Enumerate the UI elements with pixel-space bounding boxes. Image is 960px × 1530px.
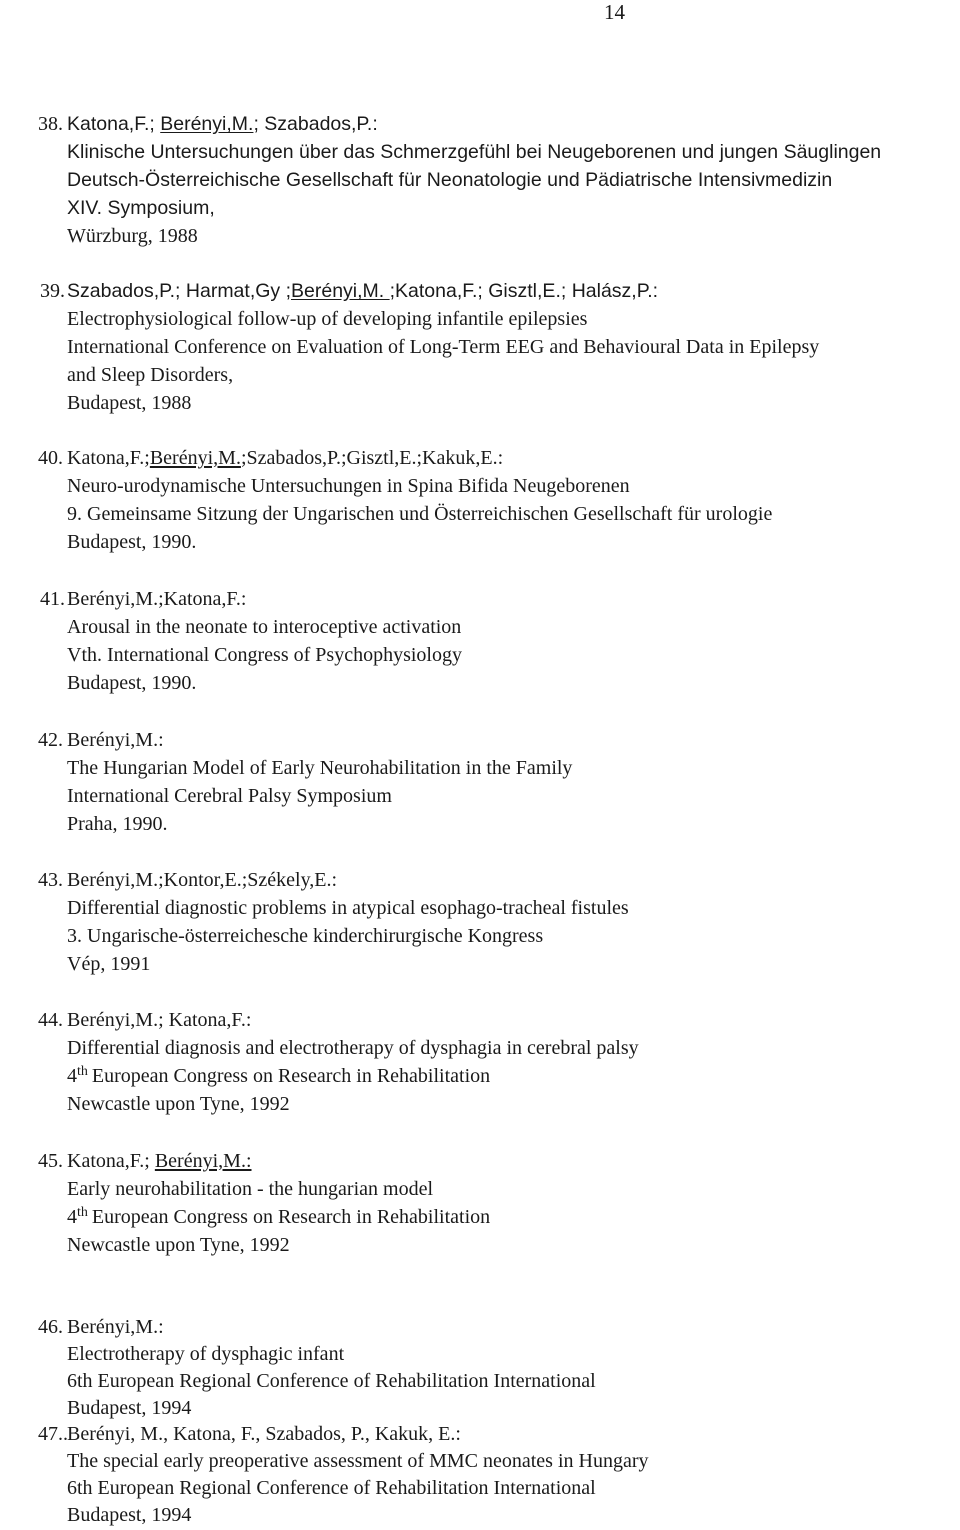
entry-line: Newcastle upon Tyne, 1992 — [67, 1093, 290, 1115]
author-text: ;Szabados,P.;Gisztl,E.;Kakuk,E.: — [240, 447, 504, 469]
author-text: Szabados,P.; Harmat,Gy ; — [67, 280, 291, 302]
entry-line: Vth. International Congress of Psychophysiology — [67, 644, 462, 666]
entry-number: 38. — [38, 113, 63, 135]
author-underlined: Berényi,M.: — [154, 1150, 252, 1172]
author-text: Berényi,M.: — [67, 1316, 164, 1338]
entry-line: The Hungarian Model of Early Neurohabilitation in the Family — [67, 757, 573, 779]
entry-number: 43. — [38, 869, 63, 891]
entry-line: Budapest, 1994 — [67, 1397, 192, 1419]
entry-line: Differential diagnostic problems in atypical esophago-tracheal fistules — [67, 897, 629, 919]
entry-line: Würzburg, 1988 — [67, 225, 198, 247]
entry-line: Budapest, 1988 — [67, 392, 192, 414]
entry-line: International Conference on Evaluation of Long-Term EEG and Behavioural Data in Epilepsy — [67, 336, 820, 358]
entry-line: Electrophysiological follow-up of developing infantile epilepsies — [67, 308, 588, 330]
entry-authors — [67, 726, 164, 754]
entry-number: 47.. — [38, 1423, 68, 1445]
entry-line: 6th European Regional Conference of Rehabilitation International — [67, 1477, 596, 1499]
author-text: Berényi,M.; Katona,F.: — [67, 1009, 252, 1031]
author-text: Berényi,M.;Kontor,E.;Székely,E.: — [67, 869, 338, 891]
entry-number: 44. — [38, 1009, 63, 1031]
entry-line: Klinische Untersuchungen über das Schmerzgefühl bei Neugeborenen und jungen Säuglingen — [67, 141, 882, 163]
entry-authors — [67, 277, 658, 305]
author-text: ;Katona,F.; Gisztl,E.; Halász,P.: — [389, 280, 659, 302]
entry-line: 4th European Congress on Research in Rehabilitation — [67, 1205, 491, 1228]
entry-number: 42. — [38, 729, 63, 751]
entry-authors — [67, 866, 337, 894]
entry-line: Budapest, 1990. — [67, 531, 197, 553]
entry-number: 39. — [40, 280, 65, 302]
entry-authors — [67, 585, 246, 613]
ordinal-superscript: th — [77, 1205, 88, 1220]
entry-authors — [67, 1147, 252, 1175]
author-text: Katona,F.; — [67, 447, 150, 469]
entry-line: 6th European Regional Conference of Rehabilitation International — [67, 1370, 596, 1392]
entry-line: Differential diagnosis and electrotherapy of dysphagia in cerebral palsy — [67, 1037, 639, 1059]
entry-number: 46. — [38, 1316, 63, 1338]
entry-line: Neuro-urodynamische Untersuchungen in Spina Bifida Neugeborenen — [67, 475, 630, 497]
entry-number: 41. — [40, 588, 65, 610]
author-text: ; Szabados,P.: — [253, 113, 378, 135]
entry-line: Praha, 1990. — [67, 813, 168, 835]
entry-number: 45. — [38, 1150, 63, 1172]
entry-line: Deutsch-Österreichische Gesellschaft für Neonatologie und Pädiatrische Intensivmedizin — [67, 169, 833, 191]
entry-authors — [67, 1420, 461, 1448]
entry-line: Budapest, 1994 — [67, 1504, 192, 1526]
entry-number: 40. — [38, 447, 63, 469]
author-underlined: Berényi,M. — [149, 447, 241, 469]
entry-line: The special early preoperative assessment of MMC neonates in Hungary — [67, 1450, 649, 1472]
entry-authors — [67, 444, 503, 472]
entry-line: 9. Gemeinsame Sitzung der Ungarischen und Österreichischen Gesellschaft für urologie — [67, 503, 773, 525]
entry-line: Electrotherapy of dysphagic infant — [67, 1343, 345, 1365]
entry-authors — [67, 1006, 251, 1034]
author-text: Berényi,M.: — [67, 729, 164, 751]
entry-line: XIV. Symposium, — [67, 197, 215, 219]
entry-line: 4th European Congress on Research in Rehabilitation — [67, 1064, 491, 1087]
author-text: Katona,F.; — [67, 113, 161, 135]
author-text: Berényi,M.;Katona,F.: — [67, 588, 247, 610]
entry-line: International Cerebral Palsy Symposium — [67, 785, 392, 807]
author-text: Berényi, M., Katona, F., Szabados, P., Kakuk, E.: — [67, 1423, 461, 1445]
entry-line: Arousal in the neonate to interoceptive activation — [67, 616, 462, 638]
entry-line: Newcastle upon Tyne, 1992 — [67, 1234, 290, 1256]
entry-line: and Sleep Disorders, — [67, 364, 234, 386]
page-number: 14 — [604, 0, 625, 24]
entry-line: Budapest, 1990. — [67, 672, 197, 694]
entry-authors — [67, 1313, 164, 1341]
author-underlined: Berényi,M. — [160, 113, 254, 135]
entry-line: Vép, 1991 — [67, 953, 151, 975]
entry-line: Early neurohabilitation - the hungarian model — [67, 1178, 433, 1200]
entry-line: 3. Ungarische-österreichesche kinderchirurgische Kongress — [67, 925, 544, 947]
entry-authors — [67, 110, 378, 138]
author-underlined: Berényi,M. — [291, 280, 390, 302]
ordinal-superscript: th — [77, 1064, 88, 1079]
author-text: Katona,F.; — [67, 1150, 155, 1172]
